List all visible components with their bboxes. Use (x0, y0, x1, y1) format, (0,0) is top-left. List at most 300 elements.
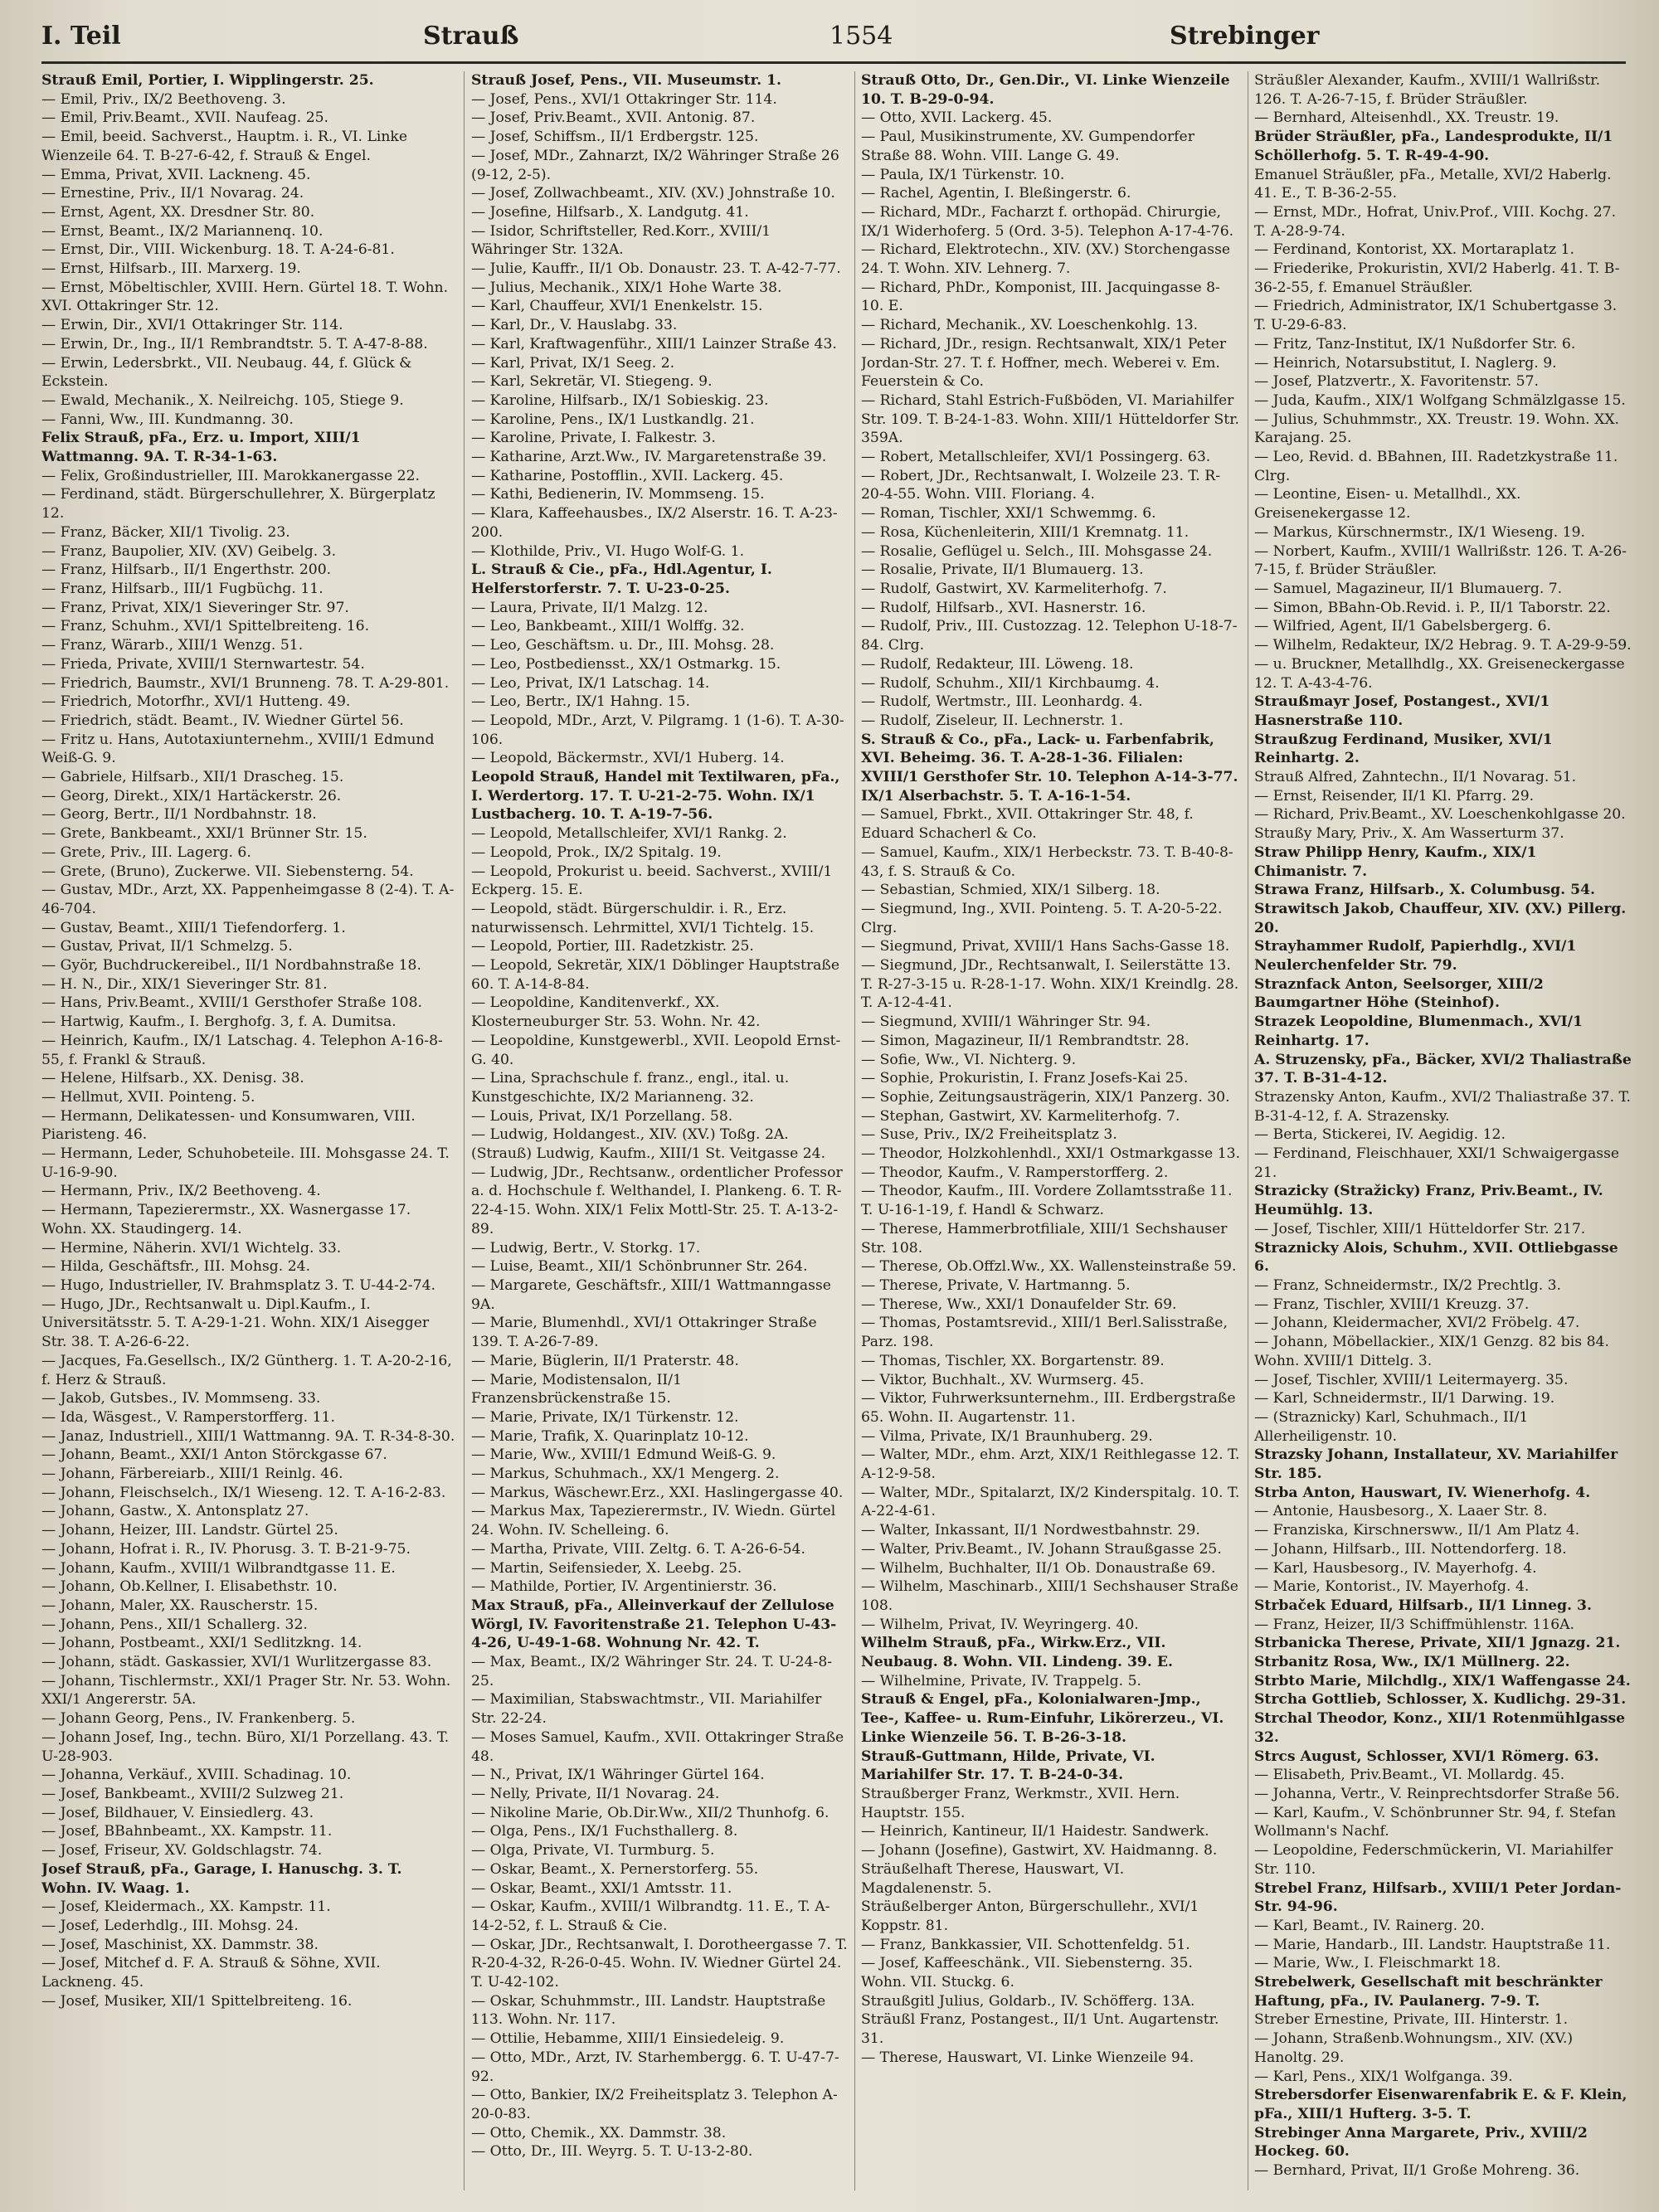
directory-entry: — Rudolf, Gastwirt, XV. Karmeliterhofg. 7. (861, 580, 1167, 597)
header-first-entry: Strauß (423, 22, 519, 51)
directory-entry: — Richard, Elektrotechn., XIV. (XV.) Storchengasse 24. T. Wohn. XIV. Lehnerg. 7. (861, 241, 1231, 278)
directory-entry: — Suse, Priv., IX/2 Freiheitsplatz 3. (861, 1126, 1117, 1144)
directory-entry: — Hartwig, Kaufm., I. Berghofg. 3, f. A. Dumitsa. (41, 1014, 397, 1031)
directory-entry: — Josefine, Hilfsarb., X. Landgutg. 41. (471, 203, 749, 221)
directory-entry: — Franz, Hilfsarb., II/1 Engerthstr. 200. (41, 562, 332, 579)
directory-entry: — Elisabeth, Priv.Beamt., VI. Mollardg. 45. (1254, 1767, 1565, 1784)
directory-entry: — Helene, Hilfsarb., XX. Denisg. 38. (41, 1070, 304, 1087)
directory-entry: — Leopold, Prok., IX/2 Spitalg. 19. (471, 843, 722, 861)
directory-entry: — Gustav, Privat, II/1 Schmelzg. 5. (41, 938, 293, 955)
directory-entry: — Therese, Ob.Offzl.Ww., XX. Wallensteinstraße 59. (861, 1258, 1237, 1276)
directory-entry: Strebersdorfer Eisenwarenfabrik E. & F. Klein, pFa., XIII/1 Hufterg. 3-5. T. (1254, 2087, 1627, 2122)
directory-entry: — Johann, Färbereiarb., XIII/1 Reinlg. 46. (41, 1466, 343, 1483)
directory-entry: — Grete, Priv., III. Lagerg. 6. (41, 843, 251, 861)
directory-entry: — Max, Beamt., IX/2 Währinger Str. 24. T. U-24-8-25. (471, 1654, 833, 1689)
directory-entry: Strayhammer Rudolf, Papierhdlg., XVI/1 Neulerchenfelder Str. 79. (1254, 938, 1577, 975)
directory-entry: — Erwin, Dir., XVI/1 Ottakringer Str. 114. (41, 317, 343, 334)
directory-entry: — Johann (Josefine), Gastwirt, XV. Haidmanng. 8. (861, 1842, 1218, 1860)
directory-entry: S. Strauß & Co., pFa., Lack- u. Farbenfabrik, XVI. Beheimg. 36. T. A-28-1-36. Filialen: XVIII/1 Gersthofer Str. 10. Telephon A-14-3-77. IX/1 Alserbachstr. 5. T. A-16-1-54. (861, 731, 1238, 805)
directory-entry: — Friedrich, städt. Beamt., IV. Wiedner Gürtel 56. (41, 712, 404, 729)
directory-entry: — Josef, Platzvertr., X. Favoritenstr. 57. (1254, 373, 1539, 391)
directory-entry: — Marie, Modistensalon, II/1 Franzensbrückenstraße 15. (471, 1371, 682, 1407)
directory-entry: — Josef, Tischler, XIII/1 Hütteldorfer Str. 217. (1254, 1220, 1586, 1237)
page-number: 1554 (830, 22, 893, 51)
directory-entry: — Karl, Kaufm., V. Schönbrunner Str. 94, f. Stefan Wollmann's Nachf. (1254, 1804, 1617, 1840)
directory-entry: — Johanna, Verkäuf., XVIII. Schadinag. 10. (41, 1767, 352, 1784)
directory-entry: — Ernst, Reisender, II/1 Kl. Pfarrg. 29. (1254, 787, 1535, 805)
directory-entry: Strazek Leopoldine, Blumenmach., XVI/1 Reinhartg. 17. (1254, 1014, 1583, 1049)
directory-entry: — Oskar, Beamt., X. Pernerstorferg. 55. (471, 1860, 759, 1878)
directory-entry: — Emil, beeid. Sachverst., Hauptm. i. R., VI. Linke Wienzeile 64. T. B-27-6-42, f. Strauß & Engel. (41, 129, 408, 164)
directory-entry: — Josef, Musiker, XII/1 Spittelbreiteng. 16. (41, 1992, 353, 2010)
directory-entry: — Karl, Pens., XIX/1 Wolfganga. 39. (1254, 2068, 1513, 2085)
directory-entry: — Johann, Fleischselch., IX/1 Wieseng. 12. T. A-16-2-83. (41, 1484, 446, 1501)
directory-entry: — Ida, Wäsgest., V. Ramperstorfferg. 11. (41, 1408, 335, 1426)
directory-entry: — Josef, MDr., Zahnarzt, IX/2 Währinger Straße 26 (9-12, 2-5). (471, 147, 839, 183)
directory-entry: — Ludwig, Holdangest., XIV. (XV.) Toßg. 2A. (471, 1126, 789, 1144)
directory-entry: — Hermann, Leder, Schuhobeteile. III. Mohsgasse 24. T. U-16-9-90. (41, 1145, 450, 1181)
directory-entry: — Marie, Trafik, X. Quarinplatz 10-12. (471, 1427, 749, 1445)
directory-entry: — Heinrich, Notarsubstitut, I. Naglerg. 9. (1254, 354, 1557, 372)
directory-entry: — Leo, Bertr., IX/1 Hahng. 15. (471, 693, 691, 711)
directory-entry: — Otto, Bankier, IX/2 Freiheitsplatz 3. Telephon A-20-0-83. (471, 2087, 838, 2122)
directory-entry: — Karl, Privat, IX/1 Seeg. 2. (471, 354, 675, 372)
directory-entry: Strauß Alfred, Zahntechn., II/1 Novarag. 51. (1254, 769, 1577, 786)
directory-entry: — Therese, Hammerbrotfiliale, XIII/1 Sechshauser Str. 108. (861, 1220, 1228, 1257)
directory-entry: — Leo, Postbediensst., XX/1 Ostmarkg. 15. (471, 655, 781, 673)
directory-entry: — Samuel, Kaufm., XIX/1 Herbeckstr. 73. T. B-40-8-43, f. S. Strauß & Co. (861, 843, 1233, 880)
directory-entry: — Ernst, Dir., VIII. Wickenburg. 18. T. A-24-6-81. (41, 241, 395, 259)
directory-entry: — Josef, Friseur, XV. Goldschlagstr. 74. (41, 1842, 323, 1860)
directory-entry: — Katharine, Postofflin., XVII. Lackerg. 45. (471, 467, 784, 484)
directory-entry: — N., Privat, IX/1 Währinger Gürtel 164. (471, 1767, 765, 1784)
directory-entry: — Bernhard, Privat, II/1 Große Mohreng. 36. (1254, 2162, 1580, 2180)
directory-entry: Wilhelm Strauß, pFa., Wirkw.Erz., VII. Neubaug. 8. Wohn. VII. Lindeng. 39. E. (861, 1635, 1173, 1671)
directory-entry: Straußmayr Josef, Postangest., XVI/1 Hasnerstraße 110. (1254, 693, 1550, 729)
directory-entry: Strazicky (Stražicky) Franz, Priv.Beamt., IV. Heumühlg. 13. (1254, 1183, 1603, 1219)
directory-entry: Strawa Franz, Hilfsarb., X. Columbusg. 54. (1254, 882, 1596, 899)
column-2 (471, 71, 849, 2195)
directory-entry: Strauß Otto, Dr., Gen.Dir., VI. Linke Wienzeile 10. T. B-29-0-94. (861, 72, 1230, 108)
directory-entry: — Hans, Priv.Beamt., XVIII/1 Gersthofer Straße 108. (41, 994, 422, 1012)
directory-entry: — Hilda, Geschäftsfr., III. Mohsg. 24. (41, 1258, 311, 1276)
directory-entry: — Vilma, Private, IX/1 Braunhuberg. 29. (861, 1427, 1153, 1445)
directory-entry: Strawitsch Jakob, Chauffeur, XIV. (XV.) Pillerg. 20. (1254, 900, 1627, 936)
directory-entry: — Hugo, Industrieller, IV. Brahmsplatz 3. T. U-44-2-74. (41, 1277, 435, 1294)
directory-entry: — Theodor, Kaufm., III. Vordere Zollamtsstraße 11. T. U-16-1-19, f. Handl & Schwarz. (861, 1183, 1233, 1219)
directory-entry: — Janaz, Industriell., XIII/1 Wattmanng. 9A. T. R-34-8-30. (41, 1427, 455, 1445)
directory-entry: — Siegmund, Ing., XVII. Pointeng. 5. T. A-20-5-22. Clrg. (861, 900, 1223, 936)
directory-entry: — Felix, Großindustrieller, III. Marokkanergasse 22. (41, 467, 420, 484)
directory-entry: — Friedrich, Administrator, IX/1 Schubertgasse 3. T. U-29-6-83. (1254, 298, 1618, 334)
directory-entry: — Richard, Stahl Estrich-Fußböden, VI. Mariahilfer Str. 109. T. B-24-1-83. Wohn. XIII/1 Hütteldorfer Str. 359A. (861, 391, 1240, 447)
directory-entry: — Rudolf, Wertmstr., III. Leonhardg. 4. (861, 693, 1143, 711)
directory-entry: — Thomas, Postamtsrevid., XIII/1 Berl.Salisstraße, Parz. 198. (861, 1315, 1228, 1351)
directory-entry: — Leontine, Eisen- u. Metallhdl., XX. Greisenekergasse 12. (1254, 486, 1521, 523)
directory-entry: — Katharine, Arzt.Ww., IV. Margaretenstraße 39. (471, 449, 827, 466)
directory-entry: — Ludwig, JDr., Rechtsanw., ordentlicher Professor a. d. Hochschule f. Welthandel, I. Plankeng. 6. T. R-22-4-15. Wohn. XIX/1 Felix Mottl-Str. 25. T. A-13-2-89. (471, 1164, 843, 1237)
column-4 (1254, 71, 1632, 2195)
directory-entry: Max Strauß, pFa., Alleinverkauf der Zellulose Wörgl, IV. Favoritenstraße 21. Telephon U-43-4-26, U-49-1-68. Wohnung Nr. 42. T. (471, 1597, 837, 1652)
directory-entry: — Leo, Bankbeamt., XIII/1 Wolffg. 32. (471, 618, 745, 635)
directory-entry: — Karl, Schneidermstr., II/1 Darwing. 19. (1254, 1390, 1555, 1407)
directory-entry: — Klothilde, Priv., VI. Hugo Wolf-G. 1. (471, 542, 745, 560)
directory-entry: Strauß & Engel, pFa., Kolonialwaren-Jmp., Tee-, Kaffee- u. Rum-Einfuhr, Likörerzeu., VI. Linke Wienzeile 56. T. B-26-3-18. (861, 1691, 1224, 1746)
directory-entry: Brüder Sträußler, pFa., Landesprodukte, II/1 Schöllerhofg. 5. T. R-49-4-90. (1254, 129, 1613, 164)
directory-entry: — Martha, Private, VIII. Zeltg. 6. T. A-26-6-54. (471, 1540, 805, 1558)
directory-entry: Strbanicka Therese, Private, XII/1 Jgnazg. 21. (1254, 1635, 1621, 1652)
directory-entry: — Josef, Kaffeeschänk., VII. Siebensterng. 35. Wohn. VII. Stuckg. 6. (861, 1955, 1193, 1991)
directory-entry: — Ernst, Hilfsarb., III. Marxerg. 19. (41, 260, 301, 278)
directory-entry: — Viktor, Fuhrwerksunternehm., III. Erdbergstraße 65. Wohn. II. Augartenstr. 11. (861, 1390, 1236, 1426)
directory-entry: — Hermann, Delikatessen- und Konsumwaren, VIII. Piaristeng. 46. (41, 1107, 416, 1144)
directory-entry: — Oskar, JDr., Rechtsanwalt, I. Dorotheergasse 7. T. R-20-4-32, R-26-0-45. Wohn. IV. Wiedner Gürtel 24. T. U-42-102. (471, 1936, 848, 1991)
directory-entry: — Josef, Mitchef d. F. A. Strauß & Söhne, XVII. Lackneng. 45. (41, 1955, 381, 1991)
directory-entry: — Simon, Magazineur, II/1 Rembrandtstr. 28. (861, 1032, 1190, 1049)
directory-entry: — Frieda, Private, XVIII/1 Sternwartestr. 54. (41, 655, 365, 673)
directory-entry: — Leopold, Sekretär, XIX/1 Döblinger Hauptstraße 60. T. A-14-8-84. (471, 957, 840, 993)
directory-entry: Strbto Marie, Milchdlg., XIX/1 Waffengasse 24. (1254, 1672, 1631, 1689)
directory-entry: — Johann, Heizer, III. Landstr. Gürtel 25. (41, 1522, 338, 1539)
directory-entry: Strba Anton, Hauswart, IV. Wienerhofg. 4. (1254, 1484, 1591, 1501)
directory-entry: — Johann, Hilfsarb., III. Nottendorferg. 18. (1254, 1540, 1567, 1558)
directory-entry: — Rudolf, Hilfsarb., XVI. Hasnerstr. 16. (861, 599, 1146, 616)
directory-entry: — Friedrich, Motorfhr., XVI/1 Hutteng. 49. (41, 693, 351, 711)
directory-entry: Straußberger Franz, Werkmstr., XVII. Hern. Hauptstr. 155. (861, 1785, 1180, 1821)
directory-entry: — Emma, Privat, XVII. Lackneng. 45. (41, 166, 311, 183)
directory-entry: — Wilhelm, Maschinarb., XIII/1 Sechshauser Straße 108. (861, 1578, 1238, 1614)
directory-entry: — Karl, Kraftwagenführ., XIII/1 Lainzer Straße 43. (471, 335, 837, 352)
directory-entry: — Emil, Priv.Beamt., XVII. Naufeag. 25. (41, 109, 329, 127)
directory-entry: — H. N., Dir., XIX/1 Sieveringer Str. 81. (41, 975, 328, 993)
column-1 (41, 71, 456, 2195)
directory-entry: A. Struzensky, pFa., Bäcker, XVI/2 Thaliastraße 37. T. B-31-4-12. (1254, 1051, 1632, 1087)
directory-entry: — Leopoldine, Federschmückerin, VI. Mariahilfer Str. 110. (1254, 1842, 1613, 1878)
directory-entry: — u. Bruckner, Metallhdlg., XX. Greiseneckergasse 12. T. A-43-4-76. (1254, 655, 1625, 692)
directory-entry: — Siegmund, XVIII/1 Währinger Str. 94. (861, 1014, 1151, 1031)
directory-entry: — Josef, Bildhauer, V. Einsiedlerg. 43. (41, 1804, 314, 1821)
directory-entry: — Martin, Seifensieder, X. Leebg. 25. (471, 1559, 742, 1577)
directory-entry: — Marie, Ww., XVIII/1 Edmund Weiß-G. 9. (471, 1446, 776, 1464)
directory-entry: — Josef, Pens., XVI/1 Ottakringer Str. 114. (471, 90, 777, 108)
directory-entry: — Julius, Mechanik., XIX/1 Hohe Warte 38. (471, 279, 782, 296)
directory-entry: — Otto, XVII. Lackerg. 45. (861, 109, 1053, 127)
directory-entry: — Johann, Pens., XII/1 Schallerg. 32. (41, 1616, 308, 1633)
directory-entry: — Franz, Wärarb., XIII/1 Wenzg. 51. (41, 637, 304, 654)
directory-entry: — Josef, Schiffsm., II/1 Erdbergstr. 125. (471, 129, 759, 146)
directory-entry: — Theodor, Holzkohlenhdl., XXI/1 Ostmarkgasse 13. (861, 1145, 1241, 1163)
directory-entry: — Gabriele, Hilfsarb., XII/1 Drascheg. 15. (41, 769, 344, 786)
directory-entry: — Otto, Dr., III. Weyrg. 5. T. U-13-2-80. (471, 2143, 753, 2161)
directory-entry: — Marie, Ww., I. Fleischmarkt 18. (1254, 1955, 1501, 1972)
directory-entry: — Johann, Kaufm., XVIII/1 Wilbrandtgasse 11. E. (41, 1559, 396, 1577)
directory-entry: — Franz, Schuhm., XVI/1 Spittelbreiteng. 16. (41, 618, 370, 635)
directory-entry: — Berta, Stickerei, IV. Aegidig. 12. (1254, 1126, 1506, 1144)
directory-entry: — Sebastian, Schmied, XIX/1 Silberg. 18. (861, 882, 1160, 899)
directory-entry: — Johann, städt. Gaskassier, XVI/1 Wurlitzergasse 83. (41, 1654, 432, 1671)
directory-entry: — Paula, IX/1 Türkenstr. 10. (861, 166, 1065, 183)
directory-entry: — Leopold, städt. Bürgerschuldir. i. R., Erz. naturwissensch. Lehrmittel, XVI/1 Tichtelg. 15. (471, 900, 815, 936)
directory-entry: Strbanitz Rosa, Ww., IX/1 Müllnerg. 22. (1254, 1654, 1570, 1671)
directory-entry: Strebel Franz, Hilfsarb., XVIII/1 Peter Jordan-Str. 94-96. (1254, 1879, 1622, 1916)
directory-entry: — Friederike, Prokuristin, XVI/2 Haberlg. 41. T. B-36-2-55, f. Emanuel Sträußler. (1254, 260, 1620, 296)
directory-entry: — Karl, Beamt., IV. Rainerg. 20. (1254, 1917, 1485, 1934)
directory-entry: — Franz, Baupolier, XIV. (XV) Geibelg. 3. (41, 542, 337, 560)
directory-entry: — Johann, Maler, XX. Rauscherstr. 15. (41, 1597, 319, 1614)
directory-entry: — Grete, (Bruno), Zuckerwe. VII. Siebensterng. 54. (41, 863, 414, 880)
directory-entry: — Gustav, Beamt., XIII/1 Tiefendorferg. 1. (41, 919, 346, 936)
directory-entry: — Leo, Privat, IX/1 Latschag. 14. (471, 674, 710, 692)
directory-entry: — Hellmut, XVII. Pointeng. 5. (41, 1088, 255, 1106)
directory-entry: — Franz, Tischler, XVIII/1 Kreuzg. 37. (1254, 1296, 1530, 1313)
directory-entry: — Roman, Tischler, XXI/1 Schwemmg. 6. (861, 505, 1156, 523)
page-header (41, 17, 1626, 60)
directory-entry: — Wilhelmine, Private, IV. Trappelg. 5. (861, 1672, 1141, 1689)
directory-entry: — Louis, Privat, IX/1 Porzellang. 58. (471, 1107, 733, 1125)
directory-entry: — Markus Max, Tapezierermstr., IV. Wiedn. Gürtel 24. Wohn. IV. Schelleing. 6. (471, 1503, 836, 1539)
directory-entry: — Viktor, Buchhalt., XV. Wurmserg. 45. (861, 1371, 1145, 1388)
directory-entry: — Josef, BBahnbeamt., XX. Kampstr. 11. (41, 1823, 333, 1840)
directory-entry: — Gustav, MDr., Arzt, XX. Pappenheimgasse 8 (2-4). T. A-46-704. (41, 882, 455, 917)
directory-entry: — Friedrich, Baumstr., XVI/1 Brunneng. 78. T. A-29-801. (41, 674, 450, 692)
directory-entry: — Walter, Priv.Beamt., IV. Johann Straußgasse 25. (861, 1540, 1222, 1558)
directory-entry: (Strauß) Ludwig, Kaufm., XIII/1 St. Veitgasse 24. (471, 1145, 826, 1163)
directory-entry: — Franz, Hilfsarb., III/1 Fugbüchg. 11. (41, 580, 324, 597)
directory-entry: — Josef, Kleidermach., XX. Kampstr. 11. (41, 1898, 331, 1916)
directory-entry: — Johann, Ob.Kellner, I. Elisabethstr. 10. (41, 1578, 338, 1596)
directory-entry: — Walter, Inkassant, II/1 Nordwestbahnstr. 29. (861, 1522, 1200, 1539)
directory-entry: — Sophie, Prokuristin, I. Franz Josefs-Kai 25. (861, 1070, 1189, 1087)
directory-entry: — Paul, Musikinstrumente, XV. Gumpendorfer Straße 88. Wohn. VIII. Lange G. 49. (861, 129, 1194, 164)
directory-entry: — Fanni, Ww., III. Kundmanng. 30. (41, 411, 294, 428)
directory-entry: — Rudolf, Schuhm., XII/1 Kirchbaumg. 4. (861, 674, 1160, 692)
directory-entry: — Ernst, Agent, XX. Dresdner Str. 80. (41, 203, 315, 221)
directory-entry: — Heinrich, Kaufm., IX/1 Latschag. 4. Telephon A-16-8-55, f. Frankl & Strauß. (41, 1032, 443, 1068)
directory-entry: — Karoline, Private, I. Falkestr. 3. (471, 430, 716, 447)
directory-entry: — Richard, MDr., Facharzt f. orthopäd. Chirurgie, IX/1 Widerhoferg. 5 (Ord. 3-5). Telephon A-17-4-76. (861, 203, 1234, 240)
directory-entry: — Johann, Beamt., XXI/1 Anton Störckgasse 67. (41, 1446, 387, 1464)
directory-entry: — Bernhard, Alteisenhdl., XX. Treustr. 19. (1254, 109, 1559, 127)
directory-entry: — Laura, Private, II/1 Malzg. 12. (471, 599, 708, 616)
directory-entry: Strauß Emil, Portier, I. Wipplingerstr. 25. (41, 72, 374, 89)
directory-entry: — Leopoldine, Kanditenverkf., XX. Klosterneuburger Str. 53. Wohn. Nr. 42. (471, 994, 761, 1031)
directory-entry: — Markus, Schuhmach., XX/1 Mengerg. 2. (471, 1466, 780, 1483)
directory-entry: — Lina, Sprachschule f. franz., engl., ital. u. Kunstgeschichte, IX/2 Marianneng. 32. (471, 1070, 790, 1106)
directory-entry: — Wilhelm, Redakteur, IX/2 Hebrag. 9. T. A-29-9-59. (1254, 637, 1632, 654)
directory-entry: — Marie, Private, IX/1 Türkenstr. 12. (471, 1408, 739, 1426)
directory-entry: — Norbert, Kaufm., XVIII/1 Wallrißstr. 126. T. A-26-7-15, f. Brüder Sträußler. (1254, 542, 1627, 579)
directory-entry: Straußy Mary, Priv., X. Am Wasserturm 37. (1254, 825, 1564, 843)
directory-entry: — Johann Josef, Ing., techn. Büro, XI/1 Porzellang. 43. T. U-28-903. (41, 1728, 450, 1765)
directory-entry: Strazsky Johann, Installateur, XV. Mariahilfer Str. 185. (1254, 1446, 1618, 1483)
directory-entry: Sträußelhaft Therese, Hauswart, VI. Magdalenenstr. 5. (861, 1860, 1125, 1897)
directory-entry: — Mathilde, Portier, IV. Argentinierstr. 36. (471, 1578, 777, 1596)
directory-entry: — Richard, Priv.Beamt., XV. Loeschenkohlgasse 20. (1254, 806, 1626, 824)
directory-entry: — Emil, Priv., IX/2 Beethoveng. 3. (41, 90, 286, 108)
directory-entry: — Rosalie, Private, II/1 Blumauerg. 13. (861, 562, 1144, 579)
header-last-entry: Strebinger (1170, 22, 1320, 51)
directory-entry: Sträußl Franz, Postangest., II/1 Unt. Augartenstr. 31. (861, 2011, 1219, 2048)
directory-entry: — Kathi, Bedienerin, IV. Mommseng. 15. (471, 486, 765, 503)
column-3 (861, 71, 1241, 2195)
directory-entry: — Robert, JDr., Rechtsanwalt, I. Wolzeile 23. T. R-20-4-55. Wohn. VIII. Floriang. 4. (861, 467, 1221, 503)
directory-entry: — Johann, Tischlermstr., XXI/1 Prager Str. Nr. 53. Wohn. XXI/1 Angererstr. 5A. (41, 1672, 451, 1709)
directory-entry: Straznicky Alois, Schuhm., XVII. Ottliebgasse 6. (1254, 1239, 1618, 1276)
directory-entry: — Thomas, Tischler, XX. Borgartenstr. 89. (861, 1352, 1165, 1369)
directory-entry: — Johanna, Vertr., V. Reinprechtsdorfer Straße 56. (1254, 1785, 1620, 1802)
directory-entry: — Heinrich, Kantineur, II/1 Haidestr. Sandwerk. (861, 1823, 1209, 1840)
directory-entry: — Leo, Geschäftsm. u. Dr., III. Mohsg. 28. (471, 637, 775, 654)
directory-entry: — Sofie, Ww., VI. Nichterg. 9. (861, 1051, 1077, 1068)
directory-entry: — Karl, Chauffeur, XVI/1 Enenkelstr. 15. (471, 298, 763, 315)
directory-entry: Strebelwerk, Gesellschaft mit beschränkter Haftung, pFa., IV. Paulanerg. 7-9. T. (1254, 1974, 1603, 2010)
directory-entry: — Georg, Bertr., II/1 Nordbahnstr. 18. (41, 806, 317, 824)
directory-entry: — Ewald, Mechanik., X. Neilreichg. 105, Stiege 9. (41, 391, 404, 409)
directory-entry: — Ernestine, Priv., II/1 Novarag. 24. (41, 185, 304, 202)
directory-entry: Strauß-Guttmann, Hilde, Private, VI. Mariahilfer Str. 17. T. B-24-0-34. (861, 1748, 1155, 1784)
directory-entry: Strbaček Eduard, Hilfsarb., II/1 Linneg. 3. (1254, 1597, 1592, 1614)
directory-entry: — Marie, Blumenhdl., XVI/1 Ottakringer Straße 139. T. A-26-7-89. (471, 1315, 817, 1351)
directory-entry: — Erwin, Ledersbrkt., VII. Neubaug. 44, f. Glück & Eckstein. (41, 354, 412, 391)
directory-entry: Straw Philipp Henry, Kaufm., XIX/1 Chimanistr. 7. (1254, 843, 1537, 880)
directory-entry: — Rachel, Agentin, I. Bleßingerstr. 6. (861, 185, 1131, 202)
directory-entry: — Olga, Private, VI. Turmburg. 5. (471, 1842, 715, 1860)
directory-entry: Straußgitl Julius, Goldarb., IV. Schöfferg. 13A. (861, 1992, 1195, 2010)
directory-entry: — Hermine, Näherin. XVI/1 Wichtelg. 33. (41, 1239, 342, 1257)
directory-entry: — Marie, Handarb., III. Landstr. Hauptstraße 11. (1254, 1936, 1611, 1953)
directory-entry: Strchal Theodor, Konz., XII/1 Rotenmühlgasse 32. (1254, 1710, 1626, 1746)
directory-entry: — Theodor, Kaufm., V. Ramperstorfferg. 2. (861, 1164, 1169, 1181)
directory-entry: — Sophie, Zeitungsausträgerin, XIX/1 Panzerg. 30. (861, 1088, 1230, 1106)
directory-entry: — Ferdinand, Fleischhauer, XXI/1 Schwaigergasse 21. (1254, 1145, 1620, 1181)
directory-entry: — Ernst, Beamt., IX/2 Mariannenq. 10. (41, 222, 324, 240)
directory-entry: — Franz, Bäcker, XII/1 Tivolig. 23. (41, 523, 290, 541)
directory-entry: — Samuel, Fbrkt., XVII. Ottakringer Str. 48, f. Eduard Schacherl & Co. (861, 806, 1194, 843)
directory-entry: — Samuel, Magazineur, II/1 Blumauerg. 7. (1254, 580, 1563, 597)
directory-entry: — Margarete, Geschäftsfr., XIII/1 Wattmanngasse 9A. (471, 1277, 831, 1313)
directory-entry: — Jacques, Fa.Gesellsch., IX/2 Güntherg. 1. T. A-20-2-16, f. Herz & Strauß. (41, 1352, 452, 1388)
directory-entry: — Isidor, Schriftsteller, Red.Korr., XVIII/1 Währinger Str. 132A. (471, 222, 771, 259)
directory-entry: — Otto, MDr., Arzt, IV. Starhembergg. 6. T. U-47-7-92. (471, 2049, 839, 2085)
directory-entry: — Marie, Kontorist., IV. Mayerhofg. 4. (1254, 1578, 1530, 1596)
column-divider (464, 71, 465, 2190)
directory-entry: — Josef, Priv.Beamt., XVII. Antonig. 87. (471, 109, 756, 127)
directory-entry: — Maximilian, Stabswachtmstr., VII. Mariahilfer Str. 22-24. (471, 1691, 822, 1728)
directory-entry: — Johann, Gastw., X. Antonsplatz 27. (41, 1503, 309, 1520)
directory-entry: — Johann, Postbeamt., XXI/1 Sedlitzkng. 14. (41, 1635, 362, 1652)
directory-entry: — Hermann, Tapezierermstr., XX. Wasnergasse 17. Wohn. XX. Staudingerg. 14. (41, 1202, 411, 1237)
directory-entry: — Julius, Schuhmmstr., XX. Treustr. 19. Wohn. XX. Karajang. 25. (1254, 411, 1620, 447)
directory-entry: — Richard, Mechanik., XV. Loeschenkohlg. 13. (861, 317, 1199, 334)
directory-entry: — Marie, Büglerin, II/1 Praterstr. 48. (471, 1352, 739, 1369)
directory-entry: — Luise, Beamt., XII/1 Schönbrunner Str. 264. (471, 1258, 808, 1276)
directory-entry: Felix Strauß, pFa., Erz. u. Import, XIII/1 Wattmanng. 9A. T. R-34-1-63. (41, 430, 361, 466)
directory-entry: — Franz, Privat, XIX/1 Sieveringer Str. 97. (41, 599, 349, 616)
directory-entry: — Robert, Metallschleifer, XVI/1 Possingerg. 63. (861, 449, 1211, 466)
directory-entry: — Oskar, Schuhmmstr., III. Landstr. Hauptstraße 113. Wohn. Nr. 117. (471, 1992, 826, 2029)
directory-entry: — Johann, Kleidermacher, XVI/2 Fröbelg. 47. (1254, 1315, 1580, 1332)
directory-entry: — Ferdinand, städt. Bürgerschullehrer, X. Bürgerplatz 12. (41, 486, 435, 523)
directory-entry: — Györ, Buchdruckereibel., II/1 Nordbahnstraße 18. (41, 957, 421, 975)
directory-entry: — Olga, Pens., IX/1 Fuchsthallerg. 8. (471, 1823, 738, 1840)
directory-entry: — Rosa, Küchenleiterin, XIII/1 Kremnatg. 11. (861, 523, 1190, 541)
directory-entry: — Ferdinand, Kontorist, XX. Mortaraplatz 1. (1254, 241, 1575, 259)
section-label: I. Teil (41, 22, 121, 51)
directory-entry: — Johann Georg, Pens., IV. Frankenberg. 5. (41, 1710, 356, 1728)
directory-entry: Sträußler Alexander, Kaufm., XVIII/1 Wallrißstr. 126. T. A-26-7-15, f. Brüder Sträußler. (1254, 72, 1601, 108)
directory-entry: Emanuel Sträußler, pFa., Metalle, XVI/2 Haberlg. 41. E., T. B-36-2-55. (1254, 166, 1612, 202)
directory-entry: Straznfack Anton, Seelsorger, XIII/2 Baumgartner Höhe (Steinhof). (1254, 975, 1544, 1012)
directory-entry: — Rosalie, Geflügel u. Selch., III. Mohsgasse 24. (861, 542, 1213, 560)
directory-entry: — Karoline, Hilfsarb., IX/1 Sobieskig. 23. (471, 391, 769, 409)
directory-entry: Strebinger Anna Margarete, Priv., XVIII/2 Hockeg. 60. (1254, 2124, 1588, 2161)
directory-entry: — Walter, MDr., ehm. Arzt, XIX/1 Reithlegasse 12. T. A-12-9-58. (861, 1446, 1240, 1483)
directory-entry: — Rudolf, Ziseleur, II. Lechnerstr. 1. (861, 712, 1124, 729)
directory-entry: — Franziska, Kirschnersww., II/1 Am Platz 4. (1254, 1522, 1580, 1539)
directory-entry: — Karoline, Pens., IX/1 Lustkandlg. 21. (471, 411, 755, 428)
directory-entry: Sträußelberger Anton, Bürgerschullehr., XVI/1 Koppstr. 81. (861, 1898, 1199, 1934)
header-rule (41, 61, 1626, 64)
directory-entry: — Oskar, Beamt., XXI/1 Amtsstr. 11. (471, 1879, 732, 1897)
directory-entry: — Johann, Hofrat i. R., IV. Phorusg. 3. T. B-21-9-75. (41, 1540, 411, 1558)
directory-entry: — Klara, Kaffeehausbes., IX/2 Alserstr. 16. T. A-23-200. (471, 505, 838, 541)
directory-entry: — Wilfried, Agent, II/1 Gabelsbergerg. 6. (1254, 618, 1552, 635)
directory-entry: — Franz, Schneidermstr., IX/2 Prechtlg. 3. (1254, 1277, 1562, 1294)
directory-entry: — Moses Samuel, Kaufm., XVII. Ottakringer Straße 48. (471, 1728, 844, 1765)
directory-entry: — Ernst, Möbeltischler, XVIII. Hern. Gürtel 18. T. Wohn. XVI. Ottakringer Str. 12. (41, 279, 449, 315)
directory-entry: — Fritz, Tanz-Institut, IX/1 Nußdorfer Str. 6. (1254, 335, 1576, 352)
directory-entry: — Julie, Kauffr., II/1 Ob. Donaustr. 23. T. A-42-7-77. (471, 260, 841, 278)
directory-entry: — Wilhelm, Buchhalter, II/1 Ob. Donaustraße 69. (861, 1559, 1216, 1577)
directory-entry: — Franz, Heizer, II/3 Schiffmühlenstr. 116A. (1254, 1616, 1575, 1633)
directory-entry: — Oskar, Kaufm., XVIII/1 Wilbrandtg. 11. E., T. A-14-2-52, f. L. Strauß & Cie. (471, 1898, 830, 1934)
column-divider (854, 71, 855, 2190)
directory-entry: — Nikoline Marie, Ob.Dir.Ww., XII/2 Thunhofg. 6. (471, 1804, 830, 1821)
directory-entry: — Leo, Revid. d. BBahnen, III. Radetzkystraße 11. Clrg. (1254, 449, 1618, 484)
directory-entry: — Richard, JDr., resign. Rechtsanwalt, XIX/1 Peter Jordan-Str. 27. T. f. Hoffner, mech. Weberei v. Em. Feuerstein & Co. (861, 335, 1227, 391)
directory-entry: — Markus, Wäschewr.Erz., XXI. Haslingergasse 40. (471, 1484, 844, 1501)
directory-entry: — Wilhelm, Privat, IV. Weyringerg. 40. (861, 1616, 1139, 1633)
directory-entry: — Leopold, Metallschleifer, XVI/1 Rankg. 2. (471, 825, 787, 843)
directory-entry: — Fritz u. Hans, Autotaxiunternehm., XVIII/1 Edmund Weiß-G. 9. (41, 731, 435, 767)
directory-entry: Strcs August, Schlosser, XVI/1 Römerg. 63. (1254, 1748, 1599, 1765)
directory-entry: — Josef, Maschinist, XX. Dammstr. 38. (41, 1936, 319, 1953)
directory-entry: Straußzug Ferdinand, Musiker, XVI/1 Reinhartg. 2. (1254, 731, 1553, 767)
directory-entry: Strazensky Anton, Kaufm., XVI/2 Thaliastraße 37. T. B-31-4-12, f. A. Strazensky. (1254, 1088, 1631, 1125)
directory-entry: — Leopold, Bäckermstr., XVI/1 Huberg. 14. (471, 750, 785, 767)
directory-entry: — Antonie, Hausbesorg., X. Laaer Str. 8. (1254, 1503, 1548, 1520)
directory-entry: — Rudolf, Redakteur, III. Löweng. 18. (861, 655, 1134, 673)
directory-entry: — Karl, Dr., V. Hauslabg. 33. (471, 317, 678, 334)
directory-entry: — Josef, Tischler, XVIII/1 Leitermayerg. 35. (1254, 1371, 1569, 1388)
directory-entry: — (Straznicky) Karl, Schuhmach., II/1 Allerheiligenstr. 10. (1254, 1408, 1529, 1445)
directory-entry: Streber Ernestine, Private, III. Hinterstr. 1. (1254, 2011, 1569, 2029)
directory-entry: — Erwin, Dr., Ing., II/1 Rembrandtstr. 5. T. A-47-8-88. (41, 335, 428, 352)
directory-entry: — Leopoldine, Kunstgewerbl., XVII. Leopold Ernst-G. 40. (471, 1032, 841, 1068)
directory-entry: — Markus, Kürschnermstr., IX/1 Wieseng. 19. (1254, 523, 1585, 541)
directory-entry: — Siegmund, Privat, XVIII/1 Hans Sachs-Gasse 18. (861, 938, 1230, 955)
directory-entry: — Franz, Bankkassier, VII. Schottenfeldg. 51. (861, 1936, 1190, 1953)
directory-entry: — Therese, Ww., XXI/1 Donaufelder Str. 69. (861, 1296, 1177, 1313)
directory-entry: Leopold Strauß, Handel mit Textilwaren, pFa., I. Werdertorg. 17. T. U-21-2-75. Wohn. IX/1 Lustbacherg. 10. T. A-19-7-56. (471, 769, 840, 824)
directory-entry: — Siegmund, JDr., Rechtsanwalt, I. Seilerstätte 13. T. R-27-3-15 u. R-28-1-17. Wohn. XIX/1 Kreindlg. 28. T. A-12-4-41. (861, 957, 1239, 1012)
directory-entry: — Richard, PhDr., Komponist, III. Jacquingasse 8-10. E. (861, 279, 1220, 315)
directory-entry: — Ernst, MDr., Hofrat, Univ.Prof., VIII. Kochg. 27. T. A-28-9-74. (1254, 203, 1617, 240)
directory-entry: L. Strauß & Cie., pFa., Hdl.Agentur, I. Helferstorferstr. 7. T. U-23-0-25. (471, 562, 772, 597)
directory-entry: — Karl, Hausbesorg., IV. Mayerhofg. 4. (1254, 1559, 1537, 1577)
directory-entry: — Simon, BBahn-Ob.Revid. i. P., II/1 Taborstr. 22. (1254, 599, 1611, 616)
directory-entry: — Josef, Bankbeamt., XVIII/2 Sulzweg 21. (41, 1785, 344, 1802)
